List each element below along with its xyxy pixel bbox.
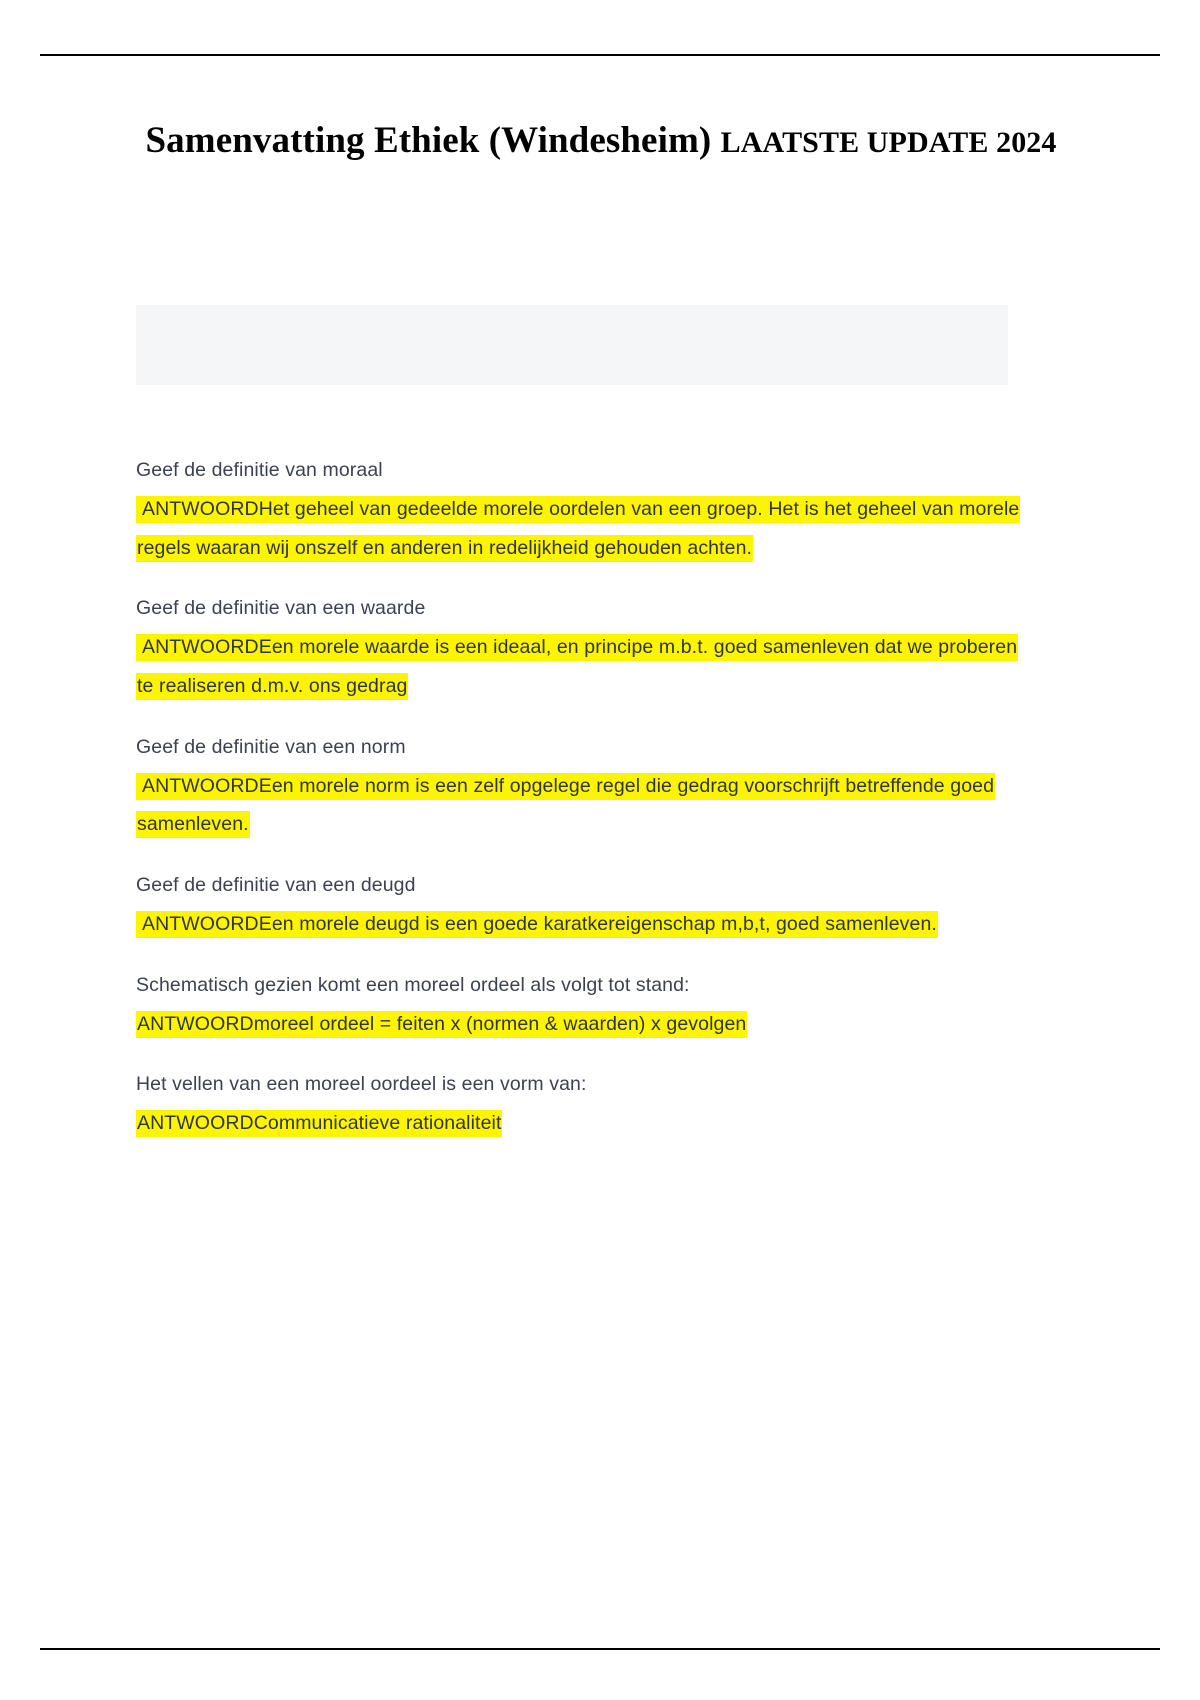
qa-item	[136, 594, 1036, 705]
question-text: Schematisch gezien komt een moreel ordeel als volgt tot stand:	[136, 973, 690, 996]
answer-prefix: ANTWOORD	[142, 912, 259, 935]
answer-prefix: ANTWOORD	[142, 498, 259, 521]
qa-item	[136, 871, 1036, 944]
question-text: Geef de definitie van een deugd	[136, 873, 416, 896]
question-text: Geef de definitie van een waarde	[136, 597, 426, 620]
answer-text	[136, 1104, 1036, 1143]
header-divider	[40, 54, 1160, 56]
qa-item	[136, 456, 1036, 567]
qa-item	[136, 733, 1036, 844]
placeholder-banner	[136, 305, 1008, 385]
answer-text	[136, 767, 1036, 844]
answer-text	[136, 628, 1036, 705]
answer-body: Communicatieve rationaliteit	[253, 1112, 502, 1135]
answer-body: Het geheel van gedeelde morele oordelen van een groep. Het is het geheel van morele regels waaran wij onszelf en anderen in redelijkheid gehouden achten.	[137, 498, 1020, 559]
answer-prefix: ANTWOORD	[142, 774, 259, 797]
answer-text	[136, 1005, 1036, 1044]
answer-body: Een morele waarde is een ideaal, en principe m.b.t. goed samenleven dat we proberen te realiseren d.m.v. ons gedrag	[137, 636, 1018, 697]
answer-text	[136, 905, 1036, 944]
answer-body: Een morele deugd is een goede karatkereigenschap m,b,t, goed samenleven.	[258, 912, 937, 935]
footer-divider	[40, 1648, 1160, 1650]
page-title	[136, 112, 1066, 169]
qa-item	[136, 1070, 1036, 1143]
answer-text	[136, 490, 1036, 567]
question-text: Het vellen van een moreel oordeel is een vorm van:	[136, 1073, 587, 1096]
answer-body: Een morele norm is een zelf opgelege regel die gedrag voorschrijft betreffende goed samenleven.	[137, 774, 995, 836]
question-text: Geef de definitie van moraal	[136, 459, 383, 481]
page-title-suffix: LAATSTE UPDATE 2024	[720, 126, 1057, 159]
page-title-main: Samenvatting Ethiek (Windesheim)	[145, 120, 712, 161]
title-block	[136, 112, 1066, 169]
qa-item	[136, 971, 1036, 1044]
answer-prefix: ANTWOORD	[142, 636, 259, 659]
answer-prefix: ANTWOORD	[137, 1112, 254, 1135]
qa-list	[136, 456, 1036, 1170]
answer-body: moreel ordeel = feiten x (normen & waarden) x gevolgen	[253, 1012, 747, 1035]
question-text: Geef de definitie van een norm	[136, 735, 406, 758]
answer-prefix: ANTWOORD	[137, 1012, 254, 1035]
